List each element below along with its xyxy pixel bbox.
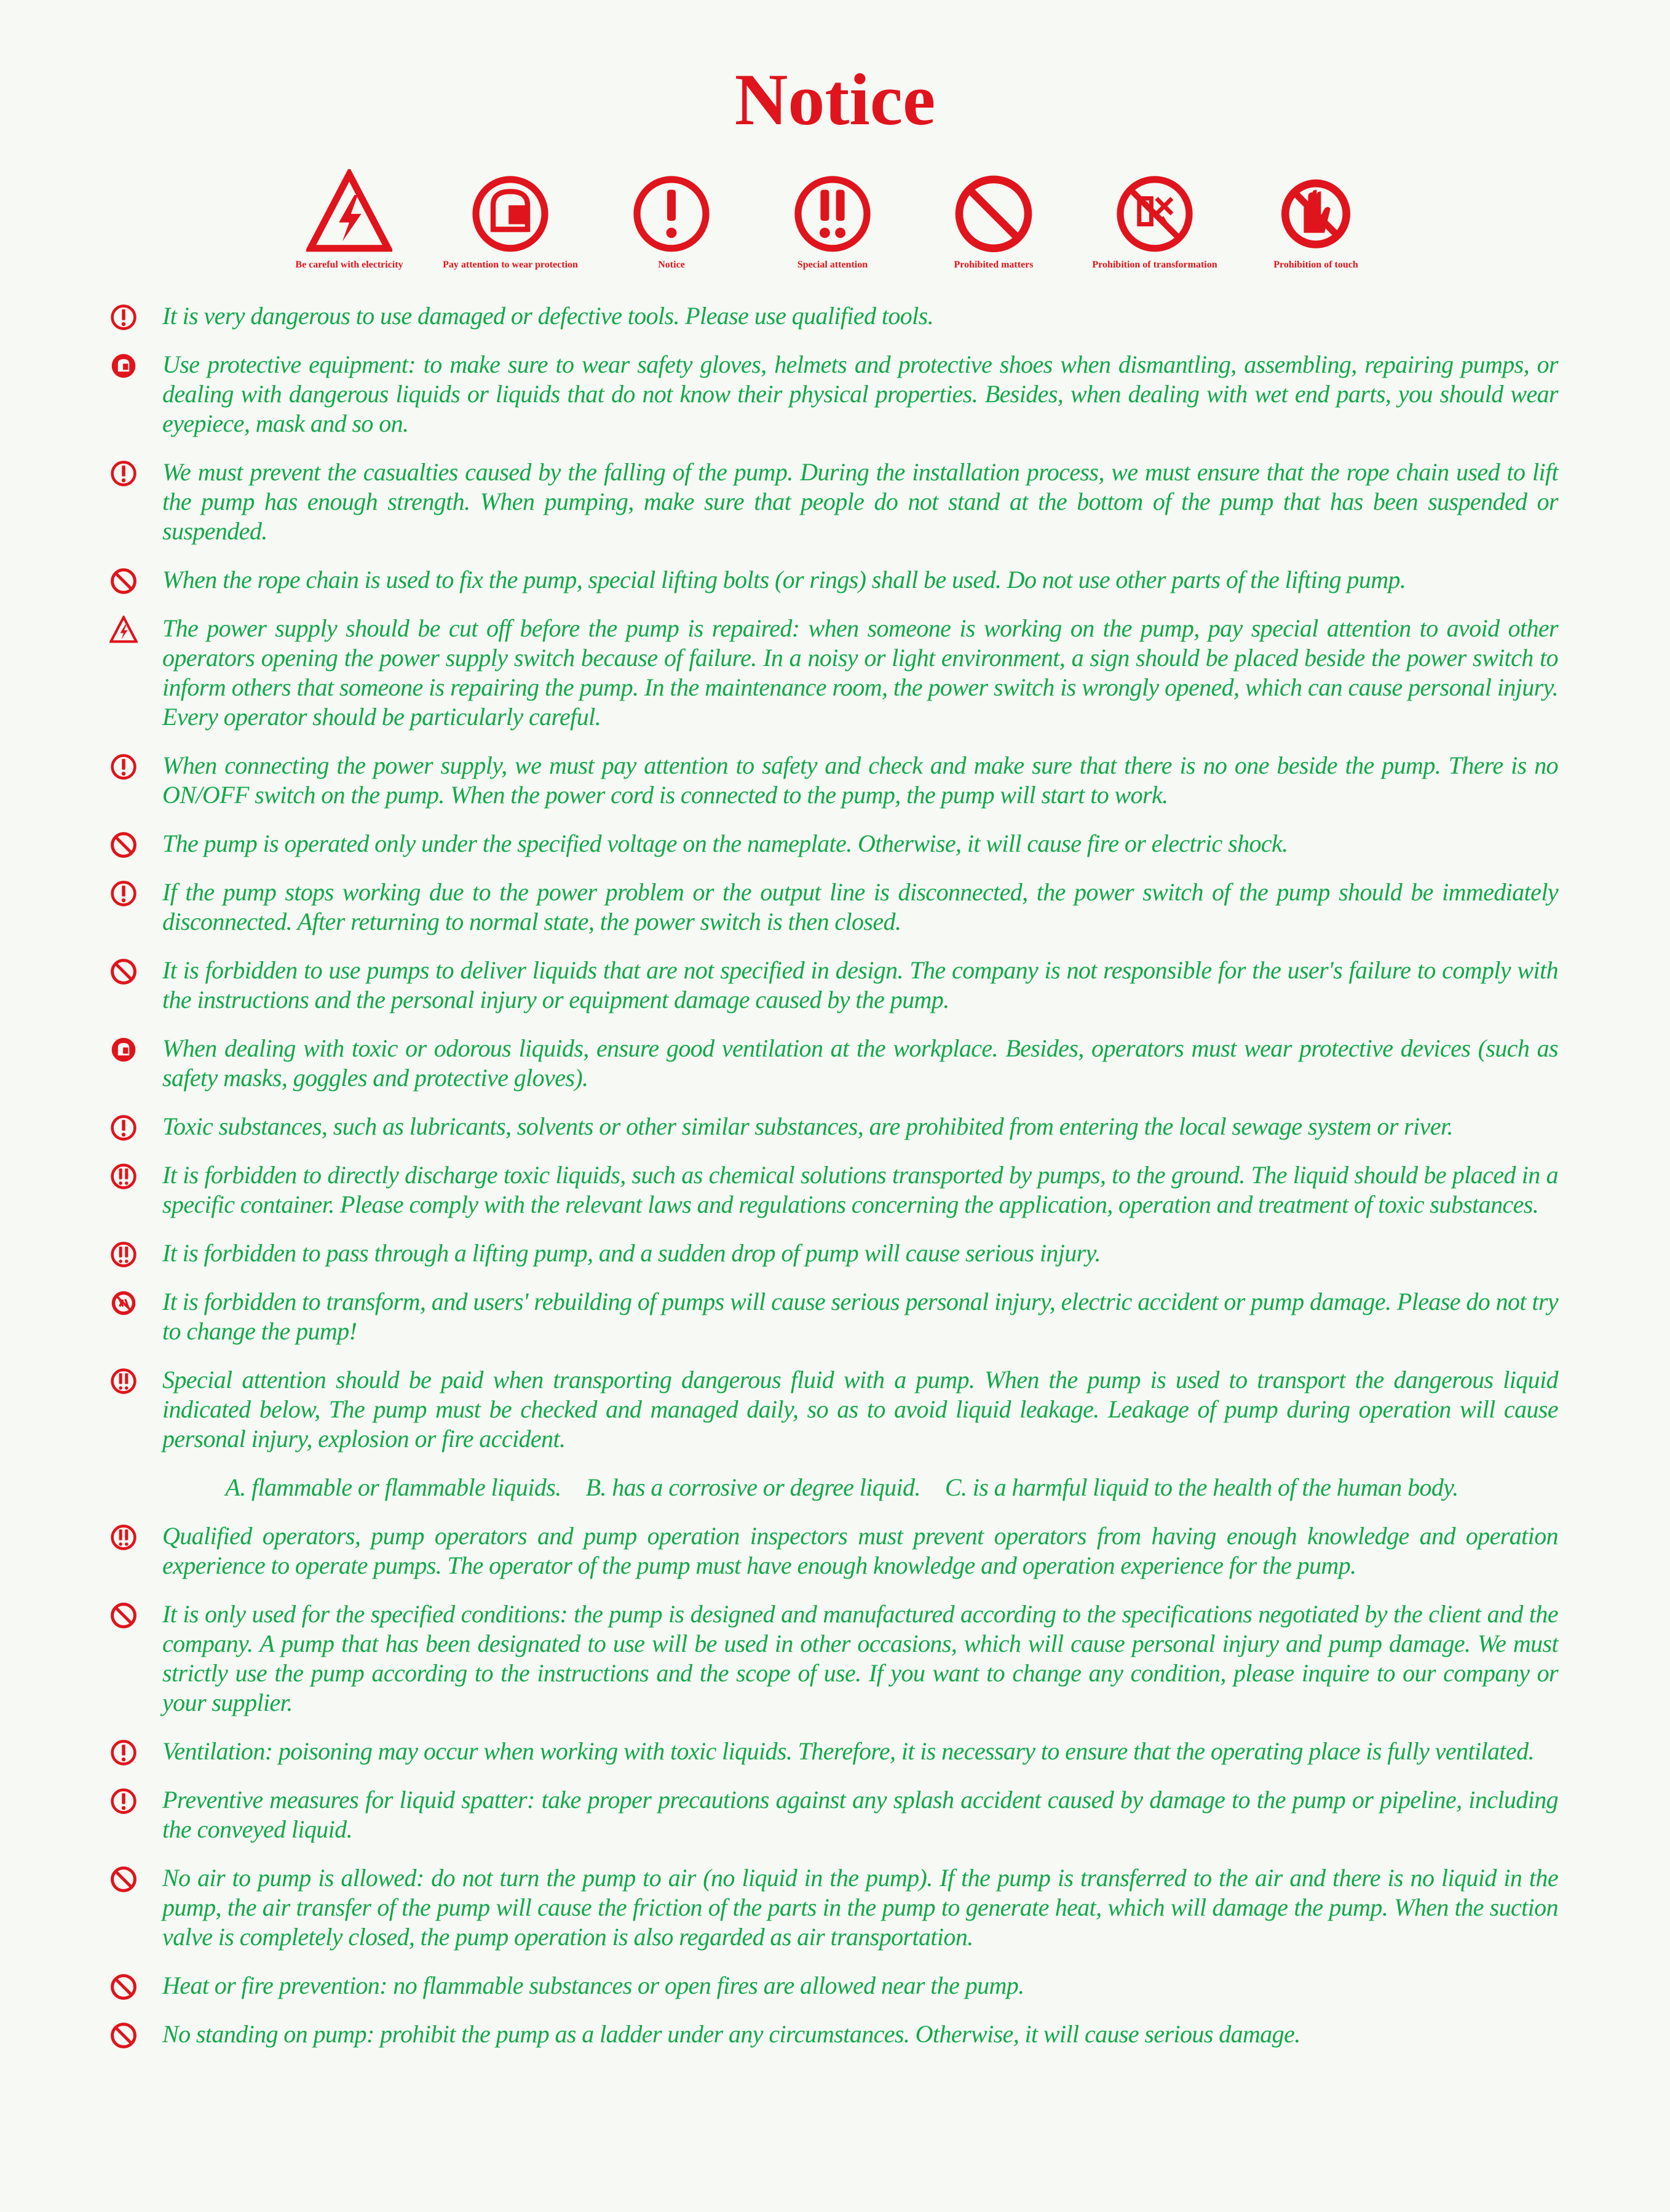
- notice-text: When connecting the power supply, we must pay attention to safety and check and make sure that there is no one beside the pump. There is no ON/OFF switch on the pump. When the power cord is connected to the pump, the pump will start to work.: [162, 751, 1558, 809]
- icon-cell-special-attention: [753, 169, 912, 280]
- prohibited-icon: [109, 957, 138, 986]
- page-title: Notice: [734, 58, 936, 140]
- icon-label: Be careful with electricity: [295, 260, 403, 270]
- prohibited-icon: [109, 831, 138, 859]
- icon-cell-prohibited: [914, 169, 1074, 280]
- notice-item: [107, 1600, 1558, 1718]
- special-attention-icon: [753, 169, 912, 255]
- notice-item: [107, 1863, 1558, 1952]
- notice-text: It is forbidden to transform, and users' rebuilding of pumps will cause serious personal injury, electric accident or pump damage. Please do not try to change the pump!: [162, 1288, 1558, 1345]
- notice-text: Ventilation: poisoning may occur when working with toxic liquids. Therefore, it is necessary to ensure that the operating place is fully ventilated.: [162, 1737, 1534, 1765]
- notice-text: Toxic substances, such as lubricants, solvents or other similar substances, are prohibited from entering the local sewage system or river.: [162, 1112, 1453, 1140]
- notice-text: It is forbidden to directly discharge toxic liquids, such as chemical solutions transported by pumps, to the ground. The liquid should be placed in a specific container. Please comply with the relevant laws and regulations concerning the application, operation and treatment of toxic substances.: [162, 1161, 1558, 1218]
- notice-item: [107, 1287, 1558, 1346]
- notice-icon: [109, 879, 138, 908]
- notice-item: [107, 614, 1558, 732]
- notice-text: Heat or fire prevention: no flammable substances or open fires are allowed near the pump.: [162, 1972, 1024, 1999]
- protection-icon: [430, 169, 590, 255]
- notice-text: When dealing with toxic or odorous liquids, ensure good ventilation at the workplace. Besides, operators must wear protective devices (such as safety masks, goggles and protective gloves).: [162, 1034, 1558, 1092]
- notice-text: The pump is operated only under the specified voltage on the nameplate. Otherwise, it will cause fire or electric shock.: [162, 830, 1288, 857]
- icon-label: Notice: [658, 260, 685, 270]
- no-touch-icon: [1236, 169, 1396, 255]
- special-attention-icon: [109, 1240, 138, 1269]
- icon-cell-no-transformation: [1075, 169, 1235, 280]
- notice-item: [107, 956, 1558, 1015]
- icon-label: Prohibition of transformation: [1092, 260, 1217, 270]
- no-transformation-icon: [1075, 169, 1235, 255]
- protection-icon: [109, 1036, 138, 1064]
- notice-item: [107, 1737, 1558, 1766]
- notice-item: [107, 1971, 1558, 2000]
- notice-icon: [109, 303, 138, 331]
- liquid-type: C. is a harmful liquid to the health of the human body.: [944, 1473, 1458, 1501]
- notice-item: [107, 878, 1558, 937]
- notice-text: When the rope chain is used to fix the pump, special lifting bolts (or rings) shall be used. Do not use other parts of the lifting pump.: [162, 566, 1406, 593]
- notice-item: [107, 829, 1558, 858]
- notice-text: Special attention should be paid when transporting dangerous fluid with a pump. When the pump is used to transport the dangerous liquid indicated below, The pump must be checked and managed daily, so as to avoid liquid leakage. Leakage of pump during operation will cause personal injury, explosion or fire accident.: [162, 1366, 1558, 1453]
- notice-item: [107, 751, 1558, 810]
- safety-icon-row: [269, 169, 1401, 280]
- no-transformation-icon: [109, 1289, 138, 1317]
- notice-icon: [109, 459, 138, 488]
- notice-item: [107, 1785, 1558, 1844]
- notice-item: [107, 565, 1558, 595]
- special-attention-icon: [109, 1162, 138, 1191]
- liquid-type: A. flammable or flammable liquids.: [225, 1473, 561, 1501]
- electricity-warning-icon: [109, 616, 138, 644]
- notice-text: The power supply should be cut off before the pump is repaired: when someone is working on the pump, pay special attention to avoid other operators opening the power supply switch because of failure. In a noisy or light environment, a sign should be placed beside the power switch to inform others that someone is repairing the pump. In the maintenance room, the power switch is wrongly opened, which can cause personal injury. Every operator should be particularly careful.: [162, 614, 1558, 731]
- notice-item: [107, 458, 1558, 546]
- icon-cell-protection: [430, 169, 590, 280]
- icon-cell-no-touch: [1236, 169, 1396, 280]
- icon-label: Prohibition of touch: [1273, 260, 1358, 270]
- icon-label: Prohibited matters: [954, 260, 1034, 270]
- notice-text: Use protective equipment: to make sure to wear safety gloves, helmets and protective shoes when dismantling, assembling, repairing pumps, or dealing with dangerous liquids or liquids that do not know their physical properties. Besides, when dealing with wet end parts, you should wear eyepiece, mask and so on.: [162, 351, 1558, 437]
- electricity-warning-icon: [269, 169, 429, 255]
- notice-item: [107, 1239, 1558, 1268]
- notice-item: [107, 1160, 1558, 1219]
- notice-text: It is forbidden to use pumps to deliver liquids that are not specified in design. The company is not responsible for the user's failure to comply with the instructions and the personal injury or equipment damage caused by the pump.: [162, 956, 1558, 1013]
- notice-item: [107, 1112, 1558, 1141]
- liquid-types-line: [107, 1473, 1558, 1502]
- prohibited-icon: [914, 169, 1074, 255]
- prohibited-icon: [109, 1973, 138, 2001]
- notice-text: It is very dangerous to use damaged or defective tools. Please use qualified tools.: [162, 302, 934, 330]
- notice-item: [107, 1521, 1558, 1580]
- notice-icon: [109, 1114, 138, 1142]
- prohibited-icon: [109, 567, 138, 595]
- icon-label: Pay attention to wear protection: [443, 260, 578, 270]
- icon-cell-notice: [592, 169, 751, 280]
- notice-text: It is forbidden to pass through a lifting pump, and a sudden drop of pump will cause serious injury.: [162, 1239, 1101, 1267]
- notice-item: [107, 1365, 1558, 1454]
- liquid-type: B. has a corrosive or degree liquid.: [585, 1473, 920, 1501]
- notice-icon: [592, 169, 751, 255]
- notice-text: If the pump stops working due to the power problem or the output line is disconnected, the power switch of the pump should be immediately disconnected. After returning to normal state, the power switch is then closed.: [162, 878, 1558, 935]
- protection-icon: [109, 352, 138, 380]
- prohibited-icon: [109, 2021, 138, 2050]
- notice-item: [107, 2020, 1558, 2049]
- notice-icon: [109, 1738, 138, 1767]
- notice-item: [107, 1034, 1558, 1093]
- prohibited-icon: [109, 1601, 138, 1630]
- notice-item: [107, 350, 1558, 438]
- notice-text: Preventive measures for liquid spatter: take proper precautions against any splash accident caused by damage to the pump or pipeline, including the conveyed liquid.: [162, 1786, 1558, 1843]
- notice-text: No standing on pump: prohibit the pump as a ladder under any circumstances. Otherwise, it will cause serious damage.: [162, 2020, 1300, 2048]
- prohibited-icon: [109, 1865, 138, 1893]
- icon-cell-electricity: [269, 169, 429, 280]
- notice-item: [107, 301, 1558, 331]
- notice-text: It is only used for the specified conditions: the pump is designed and manufactured according to the specifications negotiated by the client and the company. A pump that has been designated to use will be used in other occasions, which will cause personal injury and pump damage. We must strictly use the pump according to the instructions and the scope of use. If you want to change any condition, please inquire to our company or your supplier.: [162, 1600, 1558, 1716]
- notice-list: [107, 301, 1558, 2068]
- special-attention-icon: [109, 1367, 138, 1395]
- notice-icon: [109, 753, 138, 781]
- notice-text: We must prevent the casualties caused by the falling of the pump. During the installation process, we must ensure that the rope chain used to lift the pump has enough strength. When pumping, make sure that people do not stand at the bottom of the pump that has been suspended or suspended.: [162, 458, 1558, 545]
- notice-text: No air to pump is allowed: do not turn the pump to air (no liquid in the pump). If the pump is transferred to the air and there is no liquid in the pump, the air transfer of the pump will cause the friction of the parts in the pump to generate heat, which will damage the pump. When the suction valve is completely closed, the pump operation is also regarded as air transportation.: [162, 1864, 1558, 1951]
- icon-label: Special attention: [797, 260, 868, 270]
- notice-text: Qualified operators, pump operators and pump operation inspectors must prevent operators from having enough knowledge and operation experience to operate pumps. The operator of the pump must have enough knowledge and operation experience for the pump.: [162, 1522, 1558, 1579]
- special-attention-icon: [109, 1523, 138, 1552]
- notice-icon: [109, 1787, 138, 1815]
